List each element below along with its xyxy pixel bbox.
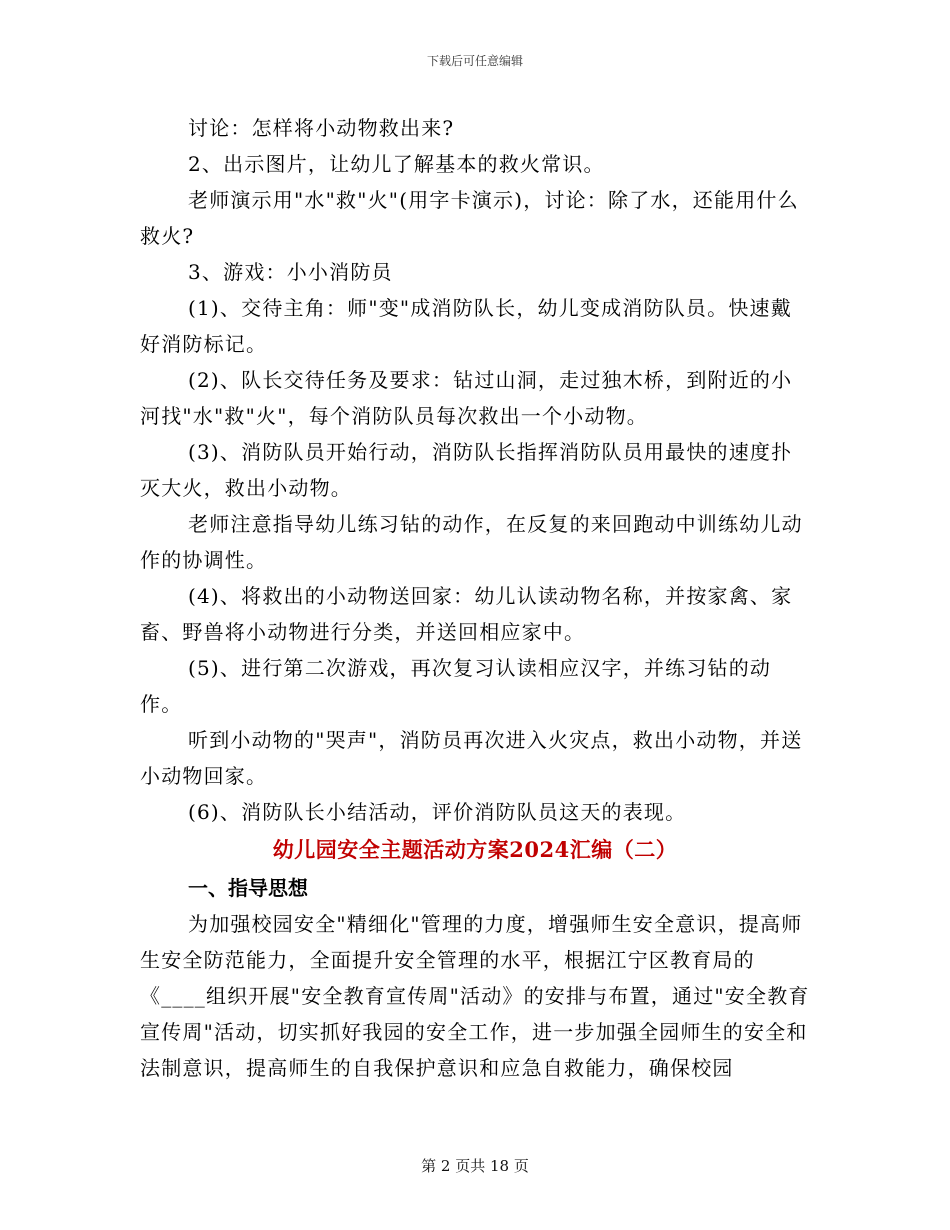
paragraph: 老师注意指导幼儿练习钻的动作，在反复的来回跑动中训练幼儿动作的协调性。 [140,512,803,572]
paragraph: 讨论：怎样将小动物救出来? [188,116,455,140]
paragraph: 3、游戏：小小消防员 [188,260,393,284]
paragraph: (3)、消防队员开始行动，消防队长指挥消防队员用最快的速度扑灭大火，救出小动物。 [140,440,793,500]
paragraph: (2)、队长交待任务及要求：钻过山洞，走过独木桥，到附近的小河找"水"救"火"，每个消防队员每次救出一个小动物。 [140,368,793,428]
page-header: 下载后可任意编辑 [426,54,523,68]
section-heading: 一、指导思想 [188,876,308,900]
page-footer: 第 2 页共 18 页 [421,1157,529,1175]
paragraph: (1)、交待主角：师"变"成消防队长，幼儿变成消防队员。快速戴好消防标记。 [140,296,792,356]
paragraph: (4)、将救出的小动物送回家：幼儿认读动物名称，并按家禽、家畜、野兽将小动物进行分类，并送回相应家中。 [140,584,793,644]
paragraph-body: 为加强校园安全"精细化"管理的力度，增强师生安全意识，提高师生安全防范能力，全面提升安全管理的水平，根据江宁区教育局的《____组织开展"安全教育宣传周"活动》的安排与布置，通过"安全教育宣传周"活动，切实抓好我园的安全工作，进一步加强全园师生的安全和法制意识，提高师生的自我保护意识和应急自救能力，确保校园 [140,912,810,1080]
paragraph: (5)、进行第二次游戏，再次复习认读相应汉字，并练习钻的动作。 [140,656,772,716]
paragraph: 听到小动物的"哭声"，消防员再次进入火灾点，救出小动物，并送小动物回家。 [140,728,803,788]
paragraph: 老师演示用"水"救"火"(用字卡演示)，讨论：除了水，还能用什么救火? [140,188,799,248]
paragraph: 2、出示图片，让幼儿了解基本的救火常识。 [188,152,605,176]
section-title: 幼儿园安全主题活动方案2024汇编（二） [272,837,678,862]
document-body [140,110,810,1086]
paragraph: (6)、消防队长小结活动，评价消防队员这天的表现。 [188,800,687,824]
